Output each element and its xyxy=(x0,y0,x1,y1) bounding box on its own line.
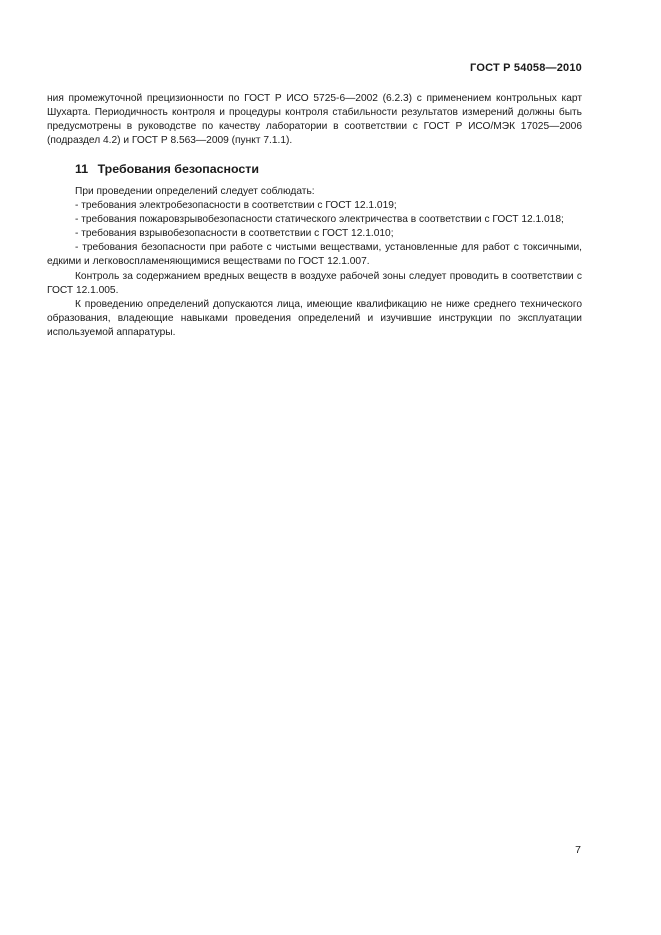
page-number: 7 xyxy=(575,844,581,856)
continuation-block xyxy=(47,92,582,148)
section-heading xyxy=(75,162,259,176)
section-title: Требования безопасности xyxy=(97,162,259,176)
requirement-item: - требования безопасности при работе с чистыми веществами, установленные для работ с токсичными, едкими и легковоспламеняющимися веществами по ГОСТ 12.1.007. xyxy=(47,242,582,268)
section-intro: При проведении определений следует соблюдать: xyxy=(75,186,315,197)
requirement-item: - требования электробезопасности в соответствии с ГОСТ 12.1.019; xyxy=(75,200,397,212)
requirement-item: - требования взрывобезопасности в соответствии с ГОСТ 12.1.010; xyxy=(75,228,394,240)
document-code-header: ГОСТ Р 54058—2010 xyxy=(470,62,582,74)
requirement-item: - требования пожаровзрывобезопасности статического электричества в соответствии с ГОСТ 12.1.018; xyxy=(75,214,564,226)
personnel-paragraph: К проведению определений допускаются лица, имеющие квалификацию не ниже среднего технического образования, владеющие навыками проведения определений и изучившие инструкции по эксплуатации используемой аппаратуры. xyxy=(47,298,582,338)
section-body xyxy=(47,185,582,340)
control-paragraph: Контроль за содержанием вредных веществ в воздухе рабочей зоны следует проводить в соответствии с ГОСТ 12.1.005. xyxy=(47,270,582,296)
section-number: 11 xyxy=(75,162,89,176)
continuation-paragraph: ния промежуточной прецизионности по ГОСТ Р ИСО 5725-6—2002 (6.2.3) с применением контрольных карт Шухарта. Периодичность контроля и процедуры контроля стабильности результатов измерений должны быть предусмотрены в руководстве по качеству лаборатории в соответствии с ГОСТ Р ИСО/МЭК 17025—2006 (подраздел 4.2) и ГОСТ Р 8.563—2009 (пункт 7.1.1). xyxy=(47,93,582,147)
